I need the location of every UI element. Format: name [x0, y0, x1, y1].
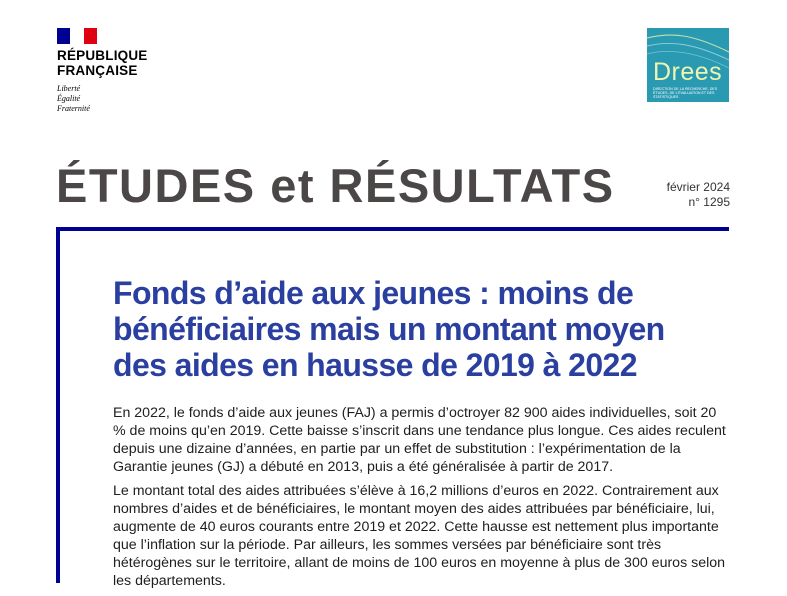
- flag-blue: [57, 28, 70, 44]
- republique-francaise-logo: [57, 48, 148, 78]
- drees-subtitle: DIRECTION DE LA RECHERCHE, DES ÉTUDES, DE L'ÉVALUATION ET DES STATISTIQUES: [653, 87, 718, 100]
- motto-egalite: Égalité: [57, 94, 81, 103]
- publication-series-title: ÉTUDES et RÉSULTATS: [56, 159, 615, 212]
- summary-paragraph-1: En 2022, le fonds d’aide aux jeunes (FAJ) a permis d’octroyer 82 900 aides individuelles, soit 20 % de moins qu’en 2019. Cette baisse s’inscrit dans une tendance plus longue. Ces aides reculent depuis une dizaine d’années, en partie par un effet de substitution : l’expérimentation de la Garantie jeunes (GJ) a débuté en 2013, puis a été généralisée à partir de 2017.: [113, 405, 726, 475]
- motto: [57, 84, 90, 114]
- frame-top-border: [56, 227, 729, 231]
- drees-logo: [647, 28, 729, 102]
- drees-wordmark: Drees: [653, 58, 723, 86]
- frame-left-border: [56, 227, 60, 583]
- issue-info: [667, 180, 730, 210]
- motto-fraternite: Fraternité: [57, 104, 90, 113]
- french-flag-marianne: [57, 28, 97, 44]
- flag-red: [84, 28, 97, 44]
- summary-paragraph-2: Le montant total des aides attribuées s’élève à 16,2 millions d’euros en 2022. Contrairement aux nombres d’aides et de bénéficiaires, le montant moyen des aides attribuées par bénéficiaire, lui, augmente de 40 euros courants entre 2019 et 2022. Cette hausse est nettement plus importante que l’inflation sur la période. Par ailleurs, les sommes versées par bénéficiaire sont très hétérogènes sur le territoire, allant de moins de 100 euros en moyenne à plus de 300 euros selon les départements.: [113, 483, 726, 589]
- article-title: Fonds d’aide aux jeunes : moins de bénéficiaires mais un montant moyen des aides en hausse de 2019 à 2022: [113, 275, 665, 383]
- republic-line-1: RÉPUBLIQUE: [57, 48, 148, 63]
- article-summary: [113, 404, 728, 596]
- republic-line-2: FRANÇAISE: [57, 63, 138, 78]
- motto-liberte: Liberté: [57, 84, 81, 93]
- issue-number: n° 1295: [688, 195, 730, 209]
- flag-white: [70, 28, 83, 44]
- issue-date: février 2024: [666, 180, 730, 194]
